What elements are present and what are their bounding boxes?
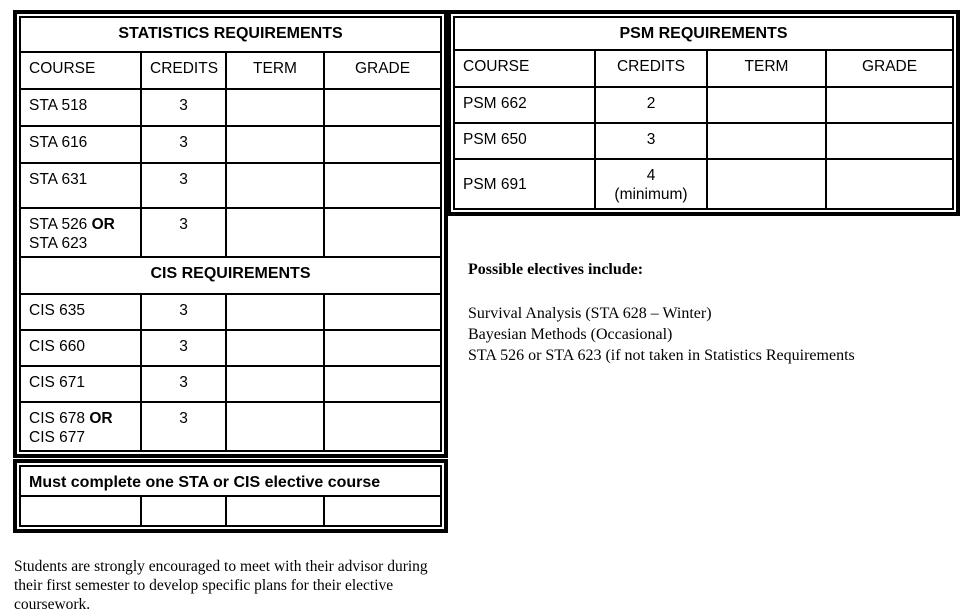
course-cell xyxy=(20,208,141,257)
statistics-cis-table-group xyxy=(13,10,448,458)
course-cell: PSM 691 xyxy=(454,159,595,209)
course-cell xyxy=(20,496,141,526)
grade-cell xyxy=(324,163,441,208)
statistics-table-title: STATISTICS REQUIREMENTS xyxy=(20,17,441,52)
table-header-row xyxy=(20,52,441,89)
course-cell: STA 631 xyxy=(20,163,141,208)
table-row xyxy=(20,402,441,451)
grade-cell xyxy=(324,294,441,330)
advisor-note-line: coursework. xyxy=(14,596,91,613)
table-title-row xyxy=(454,17,953,50)
grade-cell xyxy=(826,123,953,159)
credits-cell: 3 xyxy=(141,208,226,257)
grade-cell xyxy=(826,87,953,123)
grade-cell xyxy=(324,496,441,526)
grade-cell xyxy=(324,402,441,451)
grade-column-header: GRADE xyxy=(826,50,953,87)
advisor-note-line: Students are strongly encouraged to meet with their advisor during xyxy=(14,558,428,575)
table-row xyxy=(20,366,441,402)
course-cell: CIS 660 xyxy=(20,330,141,366)
or-label: OR xyxy=(89,410,113,427)
course-cell: STA 616 xyxy=(20,126,141,163)
table-row xyxy=(454,159,953,209)
term-cell xyxy=(707,159,826,209)
course-cell: CIS 635 xyxy=(20,294,141,330)
credits-cell: 3 xyxy=(141,366,226,402)
term-cell xyxy=(226,89,324,126)
credits-cell xyxy=(595,159,707,209)
elective-item: Survival Analysis (STA 628 – Winter) xyxy=(468,305,712,322)
psm-table-title: PSM REQUIREMENTS xyxy=(454,17,953,50)
course-option-2: CIS 677 xyxy=(29,429,86,447)
credits-cell: 3 xyxy=(141,89,226,126)
course-column-header: COURSE xyxy=(20,52,141,89)
credits-cell xyxy=(141,496,226,526)
credits-value: 4 xyxy=(646,167,656,184)
term-cell xyxy=(226,496,324,526)
credits-cell: 3 xyxy=(595,123,707,159)
term-cell xyxy=(226,330,324,366)
grade-column-header: GRADE xyxy=(324,52,441,89)
table-title-row xyxy=(20,466,441,496)
advisor-note-line: their first semester to develop specific plans for their elective xyxy=(14,577,394,594)
table-row xyxy=(454,123,953,159)
term-cell xyxy=(707,87,826,123)
credits-cell: 3 xyxy=(141,163,226,208)
psm-table-group xyxy=(447,10,960,216)
table-header-row xyxy=(454,50,953,87)
grade-cell xyxy=(826,159,953,209)
term-cell xyxy=(226,402,324,451)
grade-cell xyxy=(324,89,441,126)
credits-cell: 3 xyxy=(141,294,226,330)
course-cell: STA 518 xyxy=(20,89,141,126)
table-row xyxy=(20,330,441,366)
elective-table-title: Must complete one STA or CIS elective course xyxy=(20,466,441,496)
credits-cell: 2 xyxy=(595,87,707,123)
cis-section-title: CIS REQUIREMENTS xyxy=(20,257,441,294)
table-row xyxy=(454,87,953,123)
credits-cell: 3 xyxy=(141,330,226,366)
course-cell: PSM 650 xyxy=(454,123,595,159)
statistics-requirements-table xyxy=(19,16,442,452)
course-column-header: COURSE xyxy=(454,50,595,87)
psm-requirements-table xyxy=(453,16,954,210)
term-cell xyxy=(226,163,324,208)
course-option-1: STA 526 xyxy=(29,216,88,233)
credits-note: (minimum) xyxy=(614,186,688,204)
section-title-row xyxy=(20,257,441,294)
grade-cell xyxy=(324,126,441,163)
course-cell: PSM 662 xyxy=(454,87,595,123)
course-cell: CIS 671 xyxy=(20,366,141,402)
table-row xyxy=(20,496,441,526)
or-label: OR xyxy=(91,216,115,233)
elective-item: Bayesian Methods (Occasional) xyxy=(468,326,673,343)
elective-table-group xyxy=(13,459,448,533)
advisor-note xyxy=(14,557,484,614)
table-row xyxy=(20,294,441,330)
course-cell xyxy=(20,402,141,451)
credits-column-header: CREDITS xyxy=(595,50,707,87)
course-option-2: STA 623 xyxy=(29,235,88,253)
grade-cell xyxy=(324,208,441,257)
term-cell xyxy=(226,294,324,330)
credits-cell: 3 xyxy=(141,126,226,163)
elective-item: STA 526 or STA 623 (if not taken in Statistics Requirements xyxy=(468,347,855,364)
grade-cell xyxy=(324,366,441,402)
term-column-header: TERM xyxy=(707,50,826,87)
elective-requirement-table xyxy=(19,465,442,527)
term-cell xyxy=(707,123,826,159)
table-title-row xyxy=(20,17,441,52)
electives-heading: Possible electives include: xyxy=(468,261,644,278)
table-row xyxy=(20,163,441,208)
table-row xyxy=(20,208,441,257)
credits-column-header: CREDITS xyxy=(141,52,226,89)
table-row xyxy=(20,126,441,163)
grade-cell xyxy=(324,330,441,366)
term-cell xyxy=(226,208,324,257)
term-cell xyxy=(226,366,324,402)
term-column-header: TERM xyxy=(226,52,324,89)
table-row xyxy=(20,89,441,126)
term-cell xyxy=(226,126,324,163)
possible-electives-note xyxy=(468,261,948,366)
credits-cell: 3 xyxy=(141,402,226,451)
course-option-1: CIS 678 xyxy=(29,410,86,427)
